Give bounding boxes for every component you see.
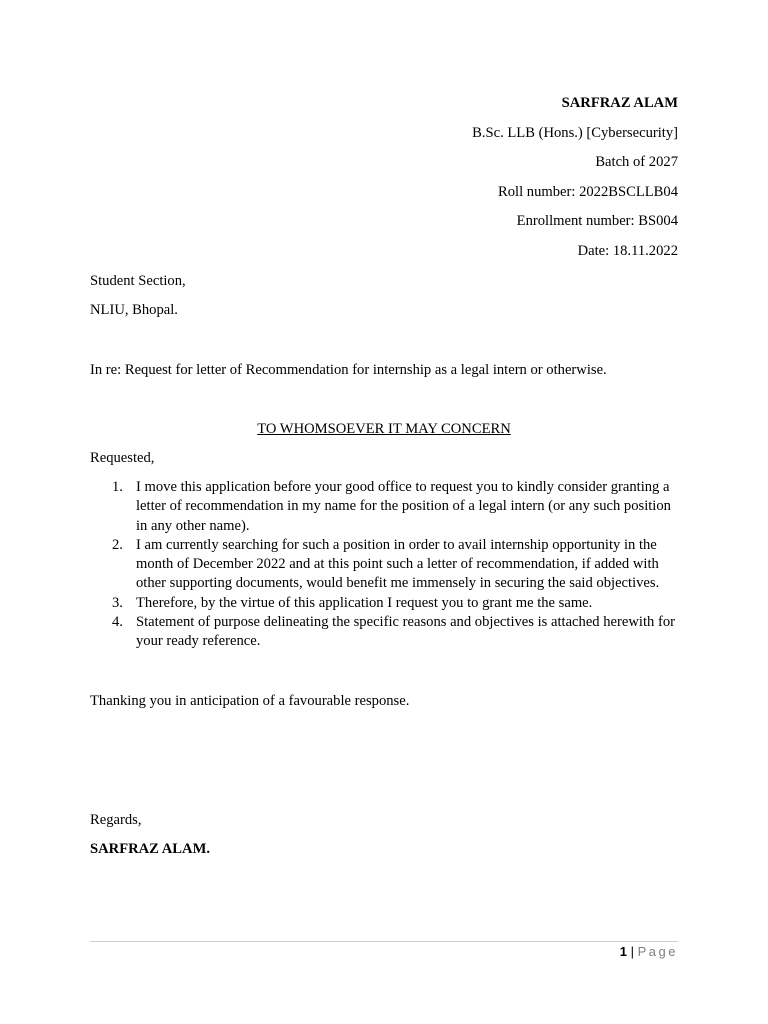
request-points-list [90, 478, 680, 652]
sender-batch: Batch of 2027 [595, 154, 678, 170]
list-item [90, 536, 680, 594]
list-item-text: Statement of purpose delineating the specific reasons and objectives is attached herewith for your ready reference. [136, 614, 675, 650]
letter-heading [90, 420, 678, 438]
list-item-text: Therefore, by the virtue of this application I request you to grant me the same. [136, 594, 593, 611]
signature-name: SARFRAZ ALAM. [90, 841, 210, 857]
list-item-text: I move this application before your good office to request you to kindly consider granting a letter of recommendation in my name for the position of a legal intern (or any such position in any other name). [136, 479, 671, 534]
list-item-text: I am currently searching for such a position in order to avail internship opportunity in the month of December 2022 and at this point such a letter of recommendation, if added with other supporting documents, would benefit me immensely in securing the said objectives. [136, 536, 660, 592]
list-item-number: 4. [112, 614, 123, 631]
letter-date: Date: 18.11.2022 [577, 243, 678, 259]
sender-course: B.Sc. LLB (Hons.) [Cybersecurity] [472, 125, 678, 141]
sender-roll-number: Roll number: 2022BSCLLB04 [498, 184, 678, 200]
list-item [90, 594, 680, 613]
footer-divider [90, 941, 678, 942]
sender-name: SARFRAZ ALAM [561, 95, 678, 111]
recipient-line-1: Student Section, [90, 273, 186, 289]
list-item [90, 478, 680, 536]
subject-line: In re: Request for letter of Recommendation for internship as a legal intern or otherwise. [90, 362, 607, 378]
salutation: Requested, [90, 450, 155, 466]
list-item [90, 613, 680, 652]
list-item-number: 3. [112, 594, 123, 611]
page-label: Page [637, 944, 678, 959]
closing-line: Thanking you in anticipation of a favourable response. [90, 693, 410, 709]
list-item-number: 2. [112, 536, 123, 553]
list-item-number: 1. [112, 479, 123, 495]
recipient-line-2: NLIU, Bhopal. [90, 302, 178, 318]
page-number: 1 [619, 944, 627, 959]
footer-separator: | [630, 944, 634, 959]
sender-enrollment-number: Enrollment number: BS004 [516, 213, 678, 229]
page-footer [620, 943, 678, 961]
letter-heading-text: TO WHOMSOEVER IT MAY CONCERN [257, 421, 511, 437]
regards-line: Regards, [90, 812, 142, 828]
